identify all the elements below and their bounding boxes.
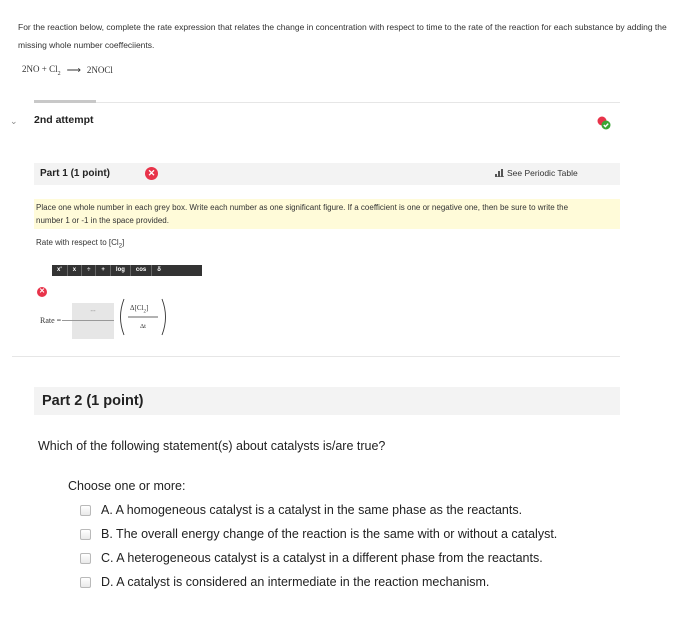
attempt-tab-indicator — [34, 100, 96, 103]
checkbox[interactable] — [80, 553, 91, 564]
part2-title: Part 2 (1 point) — [42, 393, 144, 409]
divider — [34, 102, 620, 103]
coefficient-input-hint: -- — [90, 306, 96, 315]
chevron-down-icon[interactable]: ⌄ — [10, 116, 18, 126]
intro-text: For the reaction below, complete the rate expression that relates the change in concentration with respect to time to the rate of the reaction for each substance by adding the missing whole number coeffeciients. — [18, 22, 667, 50]
option-label: B. The overall energy change of the reaction is the same with or without a catalyst. — [101, 527, 558, 541]
checkbox[interactable] — [80, 577, 91, 588]
rate-label: Rate = — [40, 316, 62, 325]
instructions-text: Place one whole number in each grey box. Write each number as one significant figure. If a coefficient is one or negative one, then be sure to write the number 1 or -1 in the space provided. — [36, 203, 569, 225]
checkbox[interactable] — [80, 505, 91, 516]
option-a[interactable] — [80, 503, 522, 517]
attempt-status-icon — [597, 116, 611, 130]
cos-button[interactable]: cos — [131, 265, 152, 276]
periodic-table-link[interactable] — [495, 168, 578, 178]
divider — [12, 356, 620, 357]
option-label: C. A heterogeneous catalyst is a catalyst in a different phase from the reactants. — [101, 551, 543, 565]
part1-title: Part 1 (1 point) — [40, 168, 111, 179]
option-c[interactable] — [80, 551, 543, 565]
rate-respect-label: Rate with respect to $[Cl_2]$ — [36, 238, 125, 250]
reaction-arrow-icon: ⟶ — [66, 64, 81, 76]
option-d[interactable] — [80, 575, 489, 589]
fraction-numerator: $\Delta[Cl_2]$ — [130, 304, 149, 315]
checkbox[interactable] — [80, 529, 91, 540]
fraction-button[interactable]: ÷ — [82, 265, 96, 276]
concentration-fraction-parens — [118, 297, 168, 337]
equation-reactants: $2NO + Cl_2$ — [22, 64, 61, 77]
fraction-line — [62, 320, 114, 321]
option-label: D. A catalyst is considered an intermediate in the reaction mechanism. — [101, 575, 490, 589]
choose-label: Choose one or more: — [68, 479, 186, 493]
attempt-label[interactable]: 2nd attempt — [34, 114, 94, 126]
option-b[interactable] — [80, 527, 557, 541]
periodic-table-icon — [495, 169, 504, 177]
subscript-button[interactable]: x — [68, 265, 82, 276]
log-button[interactable]: log — [111, 265, 131, 276]
superscript-button[interactable]: x' — [52, 265, 68, 276]
answer-incorrect-icon: ✕ — [37, 287, 47, 297]
option-label: A. A homogeneous catalyst is a catalyst in the same phase as the reactants. — [101, 503, 523, 517]
plus-button[interactable]: + — [96, 265, 111, 276]
periodic-table-label: See Periodic Table — [507, 168, 578, 178]
fraction-denominator: Δt — [140, 323, 146, 330]
equation-products: 2NOCl — [86, 65, 113, 76]
incorrect-icon: ✕ — [145, 167, 158, 180]
reaction-equation — [22, 64, 113, 77]
delta-button[interactable]: δ — [157, 267, 161, 273]
math-toolbar — [52, 265, 202, 276]
question-text: Which of the following statement(s) about catalysts is/are true? — [38, 439, 386, 453]
